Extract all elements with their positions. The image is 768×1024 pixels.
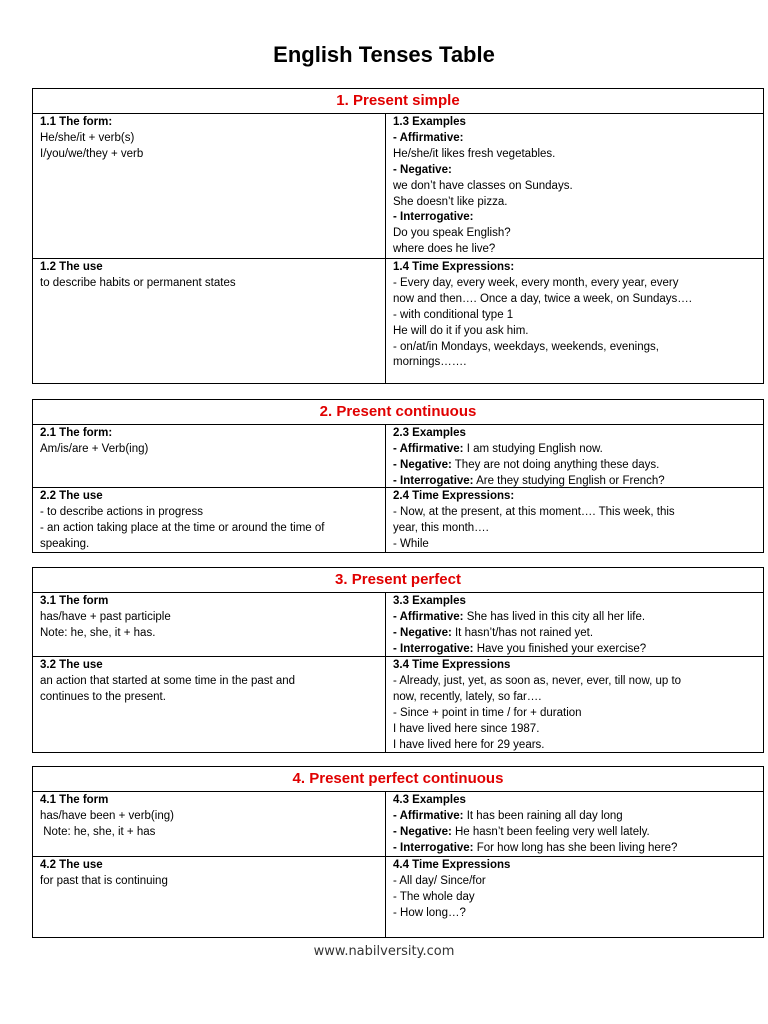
table-row [33,425,763,488]
tense-table-present-perfect [32,567,764,753]
example-label: - Negative: [393,163,452,176]
example-label: - Negative: [393,626,452,639]
cell-title: 1.4 Time Expressions: [393,261,515,273]
example-line [393,458,756,474]
example-text: Have you finished your exercise? [473,642,647,655]
example-text: It has been raining all day long [463,809,623,822]
form-line: He/she/it + verb(s) [40,131,135,144]
time-line: - All day/ Since/for [393,874,486,887]
example-line: He/she/it likes fresh vegetables. [393,147,556,160]
example-line [393,131,756,147]
example-line [393,163,756,179]
table-heading: 2. Present continuous [33,400,763,425]
form-line: Note: he, she, it + has [40,825,156,838]
example-text: It hasn’t/has not rained yet. [451,626,594,639]
form-line: has/have + past participle [40,610,171,623]
cell-title: 3.1 The form [40,595,109,607]
time-line: now and then…. Once a day, twice a week, on Sundays…. [393,292,692,305]
cell-title: 2.3 Examples [393,427,466,439]
example-text: They are not doing anything these days. [451,458,660,471]
example-label: - Interrogative: [393,841,474,854]
use-line: for past that is continuing [40,874,168,887]
example-text: For how long has she been living here? [473,841,678,854]
example-label: - Interrogative: [393,211,474,224]
table-heading: 4. Present perfect continuous [33,767,763,792]
use-line: to describe habits or permanent states [40,276,236,289]
time-line: - Every day, every week, every month, every year, every [393,276,679,289]
time-line: - While [393,537,429,550]
examples-cell [386,593,763,656]
examples-cell [386,425,763,487]
example-text: She has lived in this city all her life. [463,610,646,623]
time-expressions-cell [386,857,763,937]
cell-title: 1.2 The use [40,261,103,273]
time-expressions-cell [386,259,763,383]
form-cell [33,425,386,487]
use-line: - to describe actions in progress [40,505,203,518]
time-line: - The whole day [393,890,475,903]
example-line: Do you speak English? [393,227,511,240]
example-line: where does he live? [393,243,496,256]
examples-cell [386,114,763,258]
cell-title: 3.4 Time Expressions [393,659,511,671]
use-line: continues to the present. [40,690,166,703]
time-line: now, recently, lately, so far…. [393,690,542,703]
use-cell [33,488,386,552]
time-expressions-cell [386,657,763,752]
cell-title: 1.3 Examples [393,116,466,128]
example-line [393,442,756,458]
form-cell [33,114,386,258]
form-line: I/you/we/they + verb [40,147,144,160]
example-line [393,210,756,226]
example-line [393,825,756,841]
use-cell [33,657,386,752]
cell-title: 2.4 Time Expressions: [393,490,515,502]
example-label: - Negative: [393,825,452,838]
time-line: mornings……. [393,356,467,369]
example-line: She doesn’t like pizza. [393,195,508,208]
example-line [393,626,756,642]
time-line: year, this month…. [393,521,489,534]
use-line: speaking. [40,537,90,550]
cell-title: 3.2 The use [40,659,103,671]
examples-cell [386,792,763,856]
example-line [393,610,756,626]
time-line: - Since + point in time / for + duration [393,706,582,719]
time-expressions-cell [386,488,763,552]
tense-table-present-continuous [32,399,764,553]
use-cell [33,857,386,937]
cell-title: 4.3 Examples [393,794,466,806]
example-line [393,841,756,857]
example-label: - Affirmative: [393,442,464,455]
example-text: I am studying English now. [463,442,603,455]
table-row [33,488,763,552]
time-line: - with conditional type 1 [393,308,514,321]
example-label: - Affirmative: [393,131,464,144]
tense-table-present-simple [32,88,764,384]
example-text: Are they studying English or French? [473,474,665,487]
table-row [33,593,763,657]
time-line: I have lived here since 1987. [393,722,540,735]
cell-title: 2.1 The form: [40,427,113,439]
time-line: - on/at/in Mondays, weekdays, weekends, evenings, [393,340,659,353]
cell-title: 2.2 The use [40,490,103,502]
cell-title: 4.2 The use [40,859,103,871]
cell-title: 4.4 Time Expressions [393,859,511,871]
form-cell [33,593,386,656]
form-line: Am/is/are + Verb(ing) [40,442,149,455]
example-label: - Interrogative: [393,642,474,655]
page-title: English Tenses Table [273,42,495,67]
time-line: - Already, just, yet, as soon as, never, ever, till now, up to [393,674,682,687]
table-row [33,792,763,857]
tense-table-present-perfect-continuous [32,766,764,938]
table-heading: 1. Present simple [33,89,763,114]
time-line: - Now, at the present, at this moment…. This week, this [393,505,675,518]
table-row [33,114,763,259]
table-row [33,259,763,383]
use-line: - an action taking place at the time or around the time of [40,521,325,534]
table-heading: 3. Present perfect [33,568,763,593]
example-text: He hasn’t been feeling very well lately. [451,825,650,838]
table-row [33,857,763,937]
example-label: - Affirmative: [393,809,464,822]
time-line: He will do it if you ask him. [393,324,529,337]
time-line: I have lived here for 29 years. [393,738,545,751]
example-line [393,809,756,825]
use-line: an action that started at some time in the past and [40,674,296,687]
example-line: we don’t have classes on Sundays. [393,179,573,192]
example-label: - Affirmative: [393,610,464,623]
cell-title: 1.1 The form: [40,116,113,128]
form-cell [33,792,386,856]
use-cell [33,259,386,383]
example-label: - Interrogative: [393,474,474,487]
cell-title: 3.3 Examples [393,595,466,607]
cell-title: 4.1 The form [40,794,109,806]
form-line: has/have been + verb(ing) [40,809,174,822]
time-line: - How long…? [393,906,466,919]
form-line: Note: he, she, it + has. [40,626,156,639]
example-label: - Negative: [393,458,452,471]
footer-url: www.nabilversity.com [313,944,455,959]
example-line [393,642,756,658]
table-row [33,657,763,752]
